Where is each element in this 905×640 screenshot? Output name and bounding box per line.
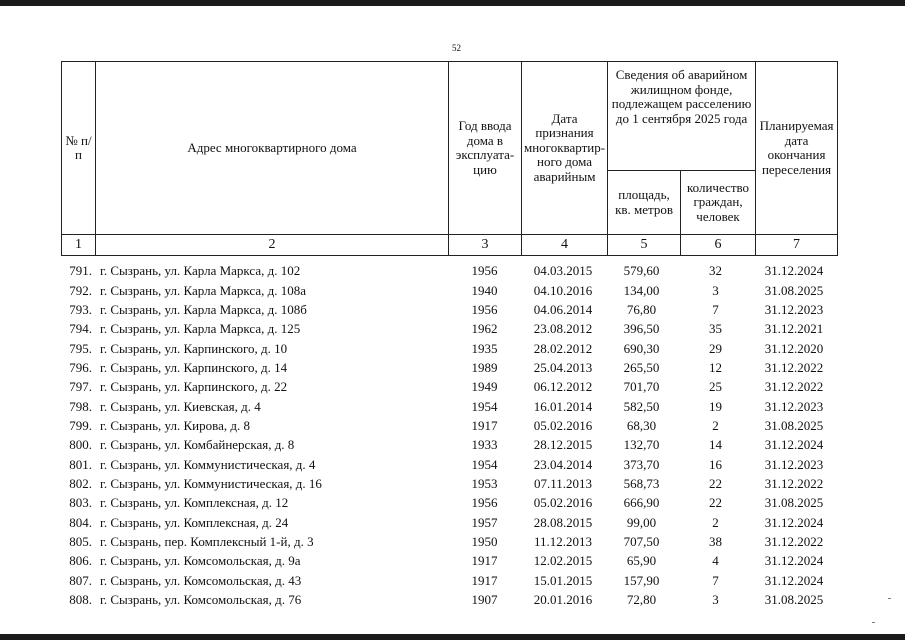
- row-number: 794.: [69, 321, 92, 337]
- row-address: г. Сызрань, ул. Карла Маркса, д. 108а: [100, 282, 306, 298]
- row-emergency-date: 28.08.2015: [533, 514, 593, 530]
- row-emergency-date: 07.11.2013: [533, 475, 593, 491]
- header-address: Адрес многоквартирного дома: [96, 62, 449, 235]
- row-address: г. Сызрань, ул. Кирова, д. 8: [100, 417, 250, 433]
- row-emergency-date: 23.08.2012: [533, 321, 593, 337]
- row-year: 1953: [471, 475, 498, 491]
- row-address: г. Сызрань, ул. Карпинского, д. 14: [100, 359, 288, 375]
- row-number: 806.: [69, 553, 92, 569]
- row-year: 1957: [471, 514, 498, 530]
- row-year: 1933: [471, 437, 498, 453]
- row-address: г. Сызрань, ул. Комплексная, д. 12: [100, 495, 289, 511]
- row-address: г. Сызрань, ул. Киевская, д. 4: [100, 398, 261, 414]
- row-planned-end-date: 31.08.2025: [764, 495, 824, 511]
- table-row: [61, 493, 835, 512]
- row-people: 19: [709, 398, 722, 414]
- table-row: [61, 590, 835, 609]
- row-planned-end-date: 31.12.2023: [764, 456, 824, 472]
- row-number: 803.: [69, 495, 92, 511]
- column-number-7: 7: [756, 235, 838, 256]
- header-area: площадь, кв. метров: [608, 171, 681, 235]
- row-address: г. Сызрань, ул. Комсомольская, д. 9а: [100, 553, 301, 569]
- row-address: г. Сызрань, ул. Карла Маркса, д. 108б: [100, 301, 307, 317]
- row-people: 25: [709, 379, 722, 395]
- row-people: 4: [712, 553, 719, 569]
- table-header: [61, 61, 838, 256]
- row-people: 7: [712, 301, 719, 317]
- row-emergency-date: 05.02.2016: [533, 495, 593, 511]
- row-number: 799.: [69, 417, 92, 433]
- row-emergency-date: 28.02.2012: [533, 340, 593, 356]
- row-area: 76,80: [626, 301, 657, 317]
- row-area: 396,50: [623, 321, 660, 337]
- column-number-6: 6: [681, 235, 756, 256]
- row-planned-end-date: 31.12.2024: [764, 514, 824, 530]
- table-row: [61, 571, 835, 590]
- row-address: г. Сызрань, пер. Комплексный 1-й, д. 3: [100, 533, 314, 549]
- row-planned-end-date: 31.12.2023: [764, 398, 824, 414]
- row-area: 568,73: [623, 475, 660, 491]
- row-planned-end-date: 31.08.2025: [764, 592, 824, 608]
- row-year: 1907: [471, 592, 498, 608]
- row-area: 72,80: [626, 592, 657, 608]
- row-people: 22: [709, 495, 722, 511]
- row-area: 707,50: [623, 533, 660, 549]
- page-number: 52: [452, 43, 461, 53]
- row-planned-end-date: 31.12.2024: [764, 572, 824, 588]
- row-year: 1950: [471, 533, 498, 549]
- row-emergency-date: 20.01.2016: [533, 592, 593, 608]
- row-year: 1956: [471, 495, 498, 511]
- table-row: [61, 319, 835, 338]
- row-address: г. Сызрань, ул. Карпинского, д. 22: [100, 379, 288, 395]
- scan-bottom-edge: [0, 634, 905, 640]
- row-year: 1954: [471, 398, 498, 414]
- row-area: 68,30: [626, 417, 657, 433]
- table-row: [61, 551, 835, 570]
- row-area: 134,00: [623, 282, 660, 298]
- row-address: г. Сызрань, ул. Комплексная, д. 24: [100, 514, 289, 530]
- row-address: г. Сызрань, ул. Комсомольская, д. 43: [100, 572, 302, 588]
- table-row: [61, 358, 835, 377]
- row-people: 12: [709, 359, 722, 375]
- row-planned-end-date: 31.12.2021: [764, 321, 824, 337]
- row-planned-end-date: 31.12.2024: [764, 553, 824, 569]
- row-people: 14: [709, 437, 722, 453]
- column-number-5: 5: [608, 235, 681, 256]
- row-emergency-date: 28.12.2015: [533, 437, 593, 453]
- row-year: 1956: [471, 301, 498, 317]
- row-people: 38: [709, 533, 722, 549]
- header-number: № п/п: [62, 62, 96, 235]
- row-area: 65,90: [626, 553, 657, 569]
- row-emergency-date: 06.12.2012: [533, 379, 593, 395]
- row-planned-end-date: 31.12.2022: [764, 379, 824, 395]
- row-number: 800.: [69, 437, 92, 453]
- row-number: 796.: [69, 359, 92, 375]
- row-area: 666,90: [623, 495, 660, 511]
- column-number-2: 2: [96, 235, 449, 256]
- scan-mark: [872, 622, 875, 623]
- table-row: [61, 532, 835, 551]
- header-planned-end-date: Планируемая дата окончания переселения: [756, 62, 838, 235]
- row-number: 793.: [69, 301, 92, 317]
- row-people: 2: [712, 417, 719, 433]
- row-number: 795.: [69, 340, 92, 356]
- header-year: Год ввода дома в эксплуата-цию: [449, 62, 522, 235]
- row-number: 797.: [69, 379, 92, 395]
- row-area: 99,00: [626, 514, 657, 530]
- row-people: 7: [712, 572, 719, 588]
- row-area: 579,60: [623, 263, 660, 279]
- table-row: [61, 300, 835, 319]
- header-people: количество граждан, человек: [681, 171, 756, 235]
- column-number-1: 1: [62, 235, 96, 256]
- row-area: 690,30: [623, 340, 660, 356]
- table-row: [61, 512, 835, 531]
- row-people: 22: [709, 475, 722, 491]
- table-row: [61, 435, 835, 454]
- row-year: 1917: [471, 553, 498, 569]
- row-planned-end-date: 31.12.2023: [764, 301, 824, 317]
- row-emergency-date: 04.10.2016: [533, 282, 593, 298]
- row-area: 132,70: [623, 437, 660, 453]
- row-emergency-date: 16.01.2014: [533, 398, 593, 414]
- header-emergency-date: Дата признания многоквартир-ного дома аварийным: [522, 62, 608, 235]
- row-people: 2: [712, 514, 719, 530]
- row-planned-end-date: 31.08.2025: [764, 282, 824, 298]
- row-address: г. Сызрань, ул. Карпинского, д. 10: [100, 340, 288, 356]
- row-emergency-date: 15.01.2015: [533, 572, 593, 588]
- row-area: 373,70: [623, 456, 660, 472]
- column-number-4: 4: [522, 235, 608, 256]
- row-people: 16: [709, 456, 722, 472]
- row-people: 35: [709, 321, 722, 337]
- row-number: 802.: [69, 475, 92, 491]
- row-planned-end-date: 31.12.2022: [764, 359, 824, 375]
- row-emergency-date: 25.04.2013: [533, 359, 593, 375]
- row-people: 32: [709, 263, 722, 279]
- table-row: [61, 474, 835, 493]
- row-year: 1917: [471, 417, 498, 433]
- row-emergency-date: 23.04.2014: [533, 456, 593, 472]
- row-planned-end-date: 31.08.2025: [764, 417, 824, 433]
- row-emergency-date: 05.02.2016: [533, 417, 593, 433]
- row-people: 3: [712, 592, 719, 608]
- row-emergency-date: 11.12.2013: [533, 533, 593, 549]
- row-year: 1935: [471, 340, 498, 356]
- table-row: [61, 338, 835, 357]
- row-address: г. Сызрань, ул. Комсомольская, д. 76: [100, 592, 302, 608]
- row-number: 804.: [69, 514, 92, 530]
- row-planned-end-date: 31.12.2024: [764, 263, 824, 279]
- row-planned-end-date: 31.12.2024: [764, 437, 824, 453]
- table-row: [61, 454, 835, 473]
- row-year: 1917: [471, 572, 498, 588]
- row-address: г. Сызрань, ул. Коммунистическая, д. 16: [100, 475, 322, 491]
- column-number-3: 3: [449, 235, 522, 256]
- row-planned-end-date: 31.12.2020: [764, 340, 824, 356]
- row-address: г. Сызрань, ул. Комбайнерская, д. 8: [100, 437, 295, 453]
- row-number: 801.: [69, 456, 92, 472]
- row-number: 807.: [69, 572, 92, 588]
- row-people: 29: [709, 340, 722, 356]
- table-row: [61, 416, 835, 435]
- row-emergency-date: 04.03.2015: [533, 263, 593, 279]
- row-address: г. Сызрань, ул. Карла Маркса, д. 125: [100, 321, 301, 337]
- scan-mark: [888, 598, 891, 599]
- row-number: 792.: [69, 282, 92, 298]
- table-row: [61, 396, 835, 415]
- register-table: [61, 261, 835, 609]
- row-area: 582,50: [623, 398, 660, 414]
- row-area: 701,70: [623, 379, 660, 395]
- row-year: 1956: [471, 263, 498, 279]
- header-emergency-fund-group: Сведения об аварийном жилищном фонде, подлежащем расселению до 1 сентября 2025 года: [608, 62, 756, 171]
- row-planned-end-date: 31.12.2022: [764, 475, 824, 491]
- row-year: 1962: [471, 321, 498, 337]
- row-address: г. Сызрань, ул. Карла Маркса, д. 102: [100, 263, 301, 279]
- row-address: г. Сызрань, ул. Коммунистическая, д. 4: [100, 456, 316, 472]
- table-row: [61, 280, 835, 299]
- row-area: 265,50: [623, 359, 660, 375]
- row-number: 808.: [69, 592, 92, 608]
- row-number: 798.: [69, 398, 92, 414]
- row-number: 805.: [69, 533, 92, 549]
- scan-top-edge: [0, 0, 905, 6]
- row-year: 1989: [471, 359, 498, 375]
- row-area: 157,90: [623, 572, 660, 588]
- row-emergency-date: 12.02.2015: [533, 553, 593, 569]
- row-people: 3: [712, 282, 719, 298]
- row-number: 791.: [69, 263, 92, 279]
- row-year: 1940: [471, 282, 498, 298]
- row-year: 1954: [471, 456, 498, 472]
- row-planned-end-date: 31.12.2022: [764, 533, 824, 549]
- table-row: [61, 377, 835, 396]
- table-row: [61, 261, 835, 280]
- row-emergency-date: 04.06.2014: [533, 301, 593, 317]
- row-year: 1949: [471, 379, 498, 395]
